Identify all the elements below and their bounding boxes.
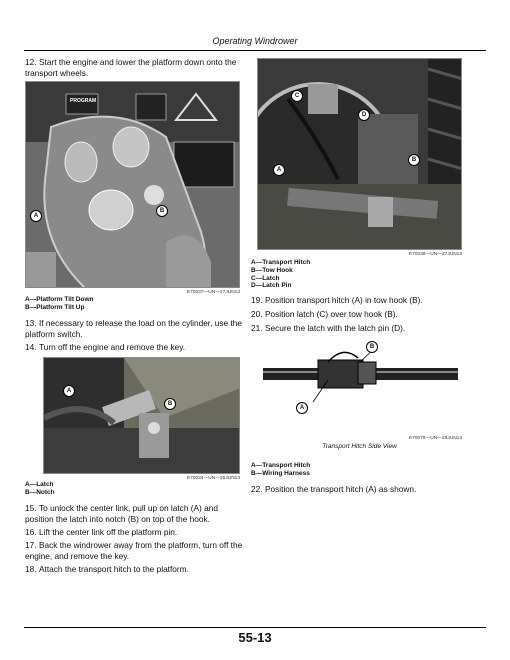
step-16 (25, 527, 245, 538)
step-20 (251, 309, 486, 320)
header-rule (24, 50, 486, 51)
callout-c: C (291, 90, 303, 102)
step-text: Attach the transport hitch to the platform. (39, 564, 189, 574)
legend-item: A—Platform Tilt Down (25, 296, 94, 303)
callout-b: B (164, 398, 176, 410)
step-22 (251, 484, 486, 495)
step-text: Lift the center link off the platform pin. (39, 527, 178, 537)
legend-item: A—Transport Hitch (251, 462, 311, 469)
callout-b: B (408, 154, 420, 166)
step-14 (25, 342, 245, 353)
step-text: Start the engine and lower the platform down onto the transport wheels. (25, 57, 237, 78)
legend-item: B—Notch (25, 488, 55, 496)
step-number: 16. (25, 527, 37, 537)
step-text: To unlock the center link, pull up on latch (A) and position the latch into notch (B) on top of the hook. (25, 503, 218, 524)
step-13 (25, 318, 245, 339)
legend-item: C—Latch (251, 274, 280, 282)
step-text: Position latch (C) over tow hook (B). (265, 309, 398, 319)
callout-a: A (30, 210, 42, 222)
callout-b: B (366, 341, 378, 353)
callout-a: A (296, 402, 308, 414)
callout-d: D (358, 109, 370, 121)
step-number: 17. (25, 540, 37, 550)
figure-legend (25, 296, 94, 312)
panel-label-program: PROGRAM (70, 98, 97, 104)
step-text: Secure the latch with the latch pin (D). (265, 323, 406, 333)
page-number: 55-13 (238, 630, 272, 645)
figure-legend (25, 481, 55, 497)
figure-code: E70037—UN—27JUN13 (186, 290, 240, 295)
step-text: Back the windrower away from the platform, turn off the engine, and remove the key. (25, 540, 243, 561)
figure-legend (251, 462, 310, 478)
callout-a: A (63, 385, 75, 397)
footer-rule (24, 627, 486, 628)
legend-item: B—Wiring Harness (251, 469, 310, 477)
step-21 (251, 323, 486, 334)
step-text: Turn off the engine and remove the key. (39, 342, 186, 352)
photo-control-handle (25, 81, 240, 288)
page-header-title: Operating Windrower (212, 36, 298, 46)
figure-code: E70034—UN—25JUN13 (186, 476, 240, 481)
step-number: 12. (25, 57, 37, 67)
legend-item: A—Latch (25, 481, 54, 488)
drawing-transport-hitch (258, 340, 463, 430)
step-text: Position transport hitch (A) in tow hook (B). (265, 295, 423, 305)
figure-code: E70079—UN—28JUN13 (408, 436, 462, 441)
step-number: 22. (251, 484, 263, 494)
photo-latch (43, 357, 240, 474)
legend-item: B—Platform Tilt Up (25, 303, 85, 311)
callout-b: B (156, 205, 168, 217)
step-number: 20. (251, 309, 263, 319)
step-number: 18. (25, 564, 37, 574)
callout-a: A (273, 164, 285, 176)
photo-tow-hook (257, 58, 462, 250)
step-number: 21. (251, 323, 263, 333)
figure-caption: Transport Hitch Side View (322, 443, 397, 450)
step-text: If necessary to release the load on the cylinder, use the platform switch. (25, 318, 242, 339)
figure-code: E70038—UN—27JUN13 (408, 252, 462, 257)
step-text: Position the transport hitch (A) as shown. (265, 484, 417, 494)
step-number: 19. (251, 295, 263, 305)
step-12 (25, 57, 245, 78)
step-15 (25, 503, 245, 524)
step-17 (25, 540, 245, 561)
step-18 (25, 564, 245, 575)
step-number: 14. (25, 342, 37, 352)
step-number: 15. (25, 503, 37, 513)
legend-item: D—Latch Pin (251, 282, 292, 290)
legend-item: B—Tow Hook (251, 266, 293, 274)
step-19 (251, 295, 486, 306)
legend-item: A—Transport Hitch (251, 259, 311, 266)
step-number: 13. (25, 318, 37, 328)
figure-legend (251, 259, 310, 290)
